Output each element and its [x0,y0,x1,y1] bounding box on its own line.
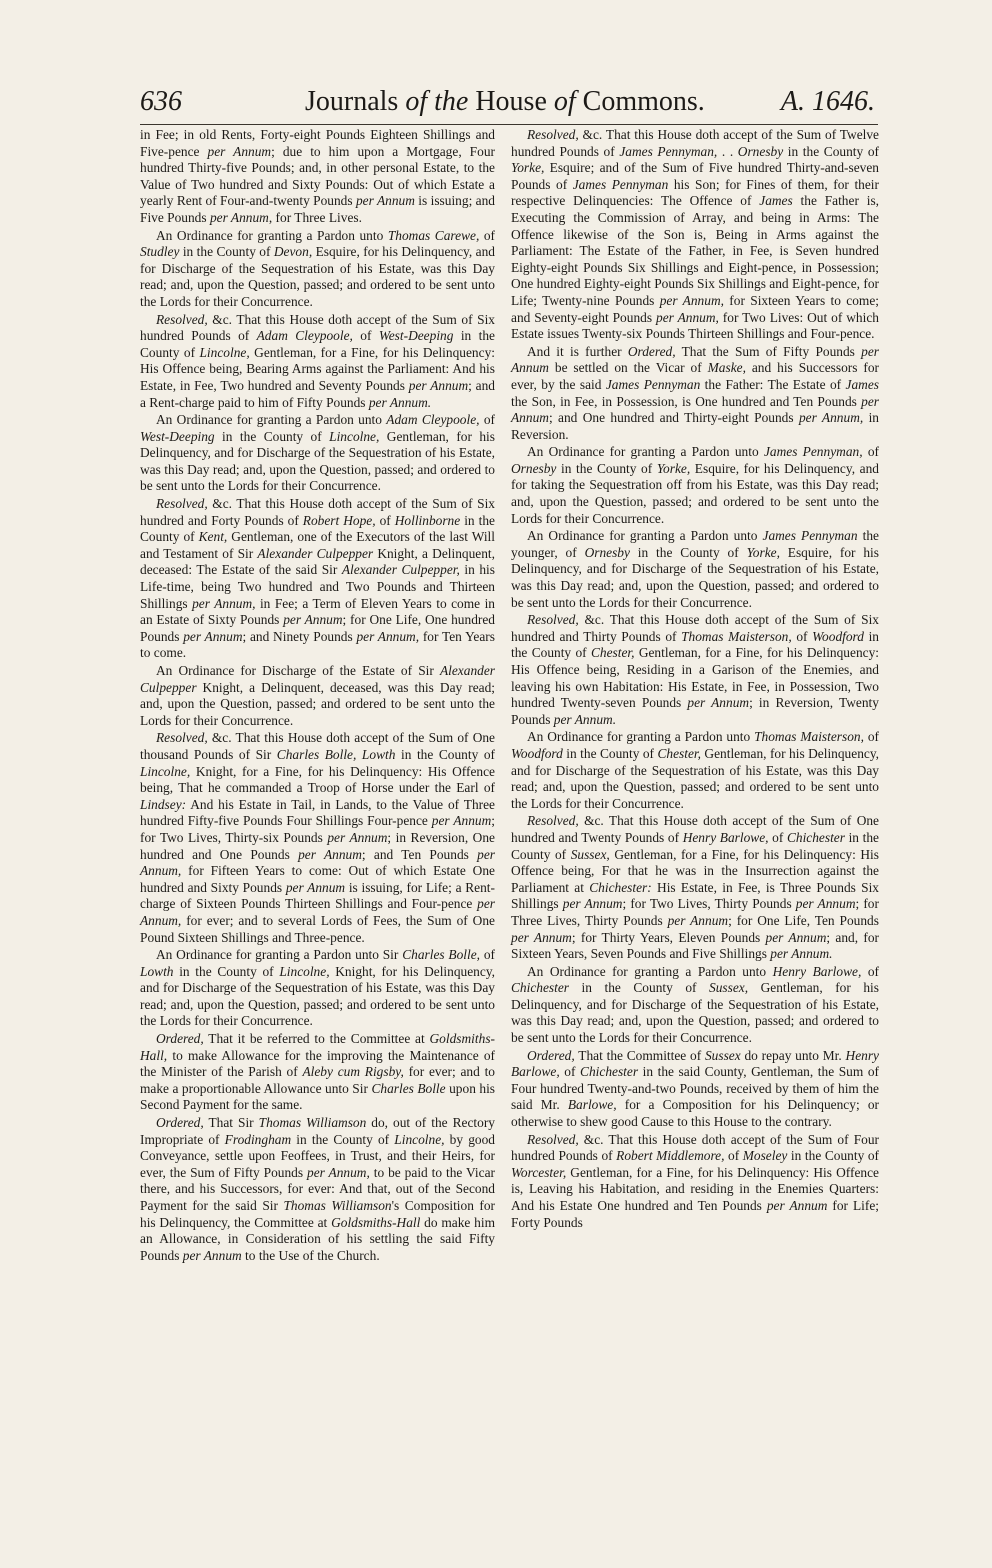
year-label: A. 1646. [780,86,875,117]
text-run: An Ordinance for granting a Pardon unto [156,412,387,428]
italic-run: West-Deeping [378,328,454,344]
text-run: and his Successors for ever, by the said [511,360,879,392]
text-run: Gentleman, for his Delinquency, and for Discharge of the Sequestration of his Estate, was this Day read; and, upon the Question, passed; and ordered to be sent unto the Lords for their Concurrence. [140,428,495,494]
text-run: ; for Thirty Years, Eleven Pounds [571,929,766,945]
paragraph [140,1031,495,1114]
italic-run: per Annum [765,929,827,945]
text-run: ; and Ninety Pounds [242,628,357,644]
italic-run: per Annum, [307,1164,370,1180]
text-run: ; and, for Sixteen Years, Seven Pounds and Five Shillings [511,929,879,962]
paragraph [511,813,879,962]
text-run: That the Committee of [574,1047,705,1063]
text-run: his Son; for Fines of them, for their respective Delinquencies: The Offence of [511,176,879,209]
italic-run: per Annum [283,612,343,628]
text-run: of [479,412,495,428]
italic-run: Henry Barlowe, [772,963,862,979]
text-run: of [791,628,813,644]
italic-run: Ornesby [737,143,784,159]
text-run: An Ordinance for granting a Pardon unto [527,444,764,460]
text-run: in the County of [291,1131,395,1147]
text-run: do, out of the Rectory Impropriate of [140,1115,495,1147]
italic-run: per Annum [511,929,572,945]
text-run: in the County of [629,544,747,560]
text-run: in Reversion. [511,410,879,442]
italic-run: Kent, [198,529,228,545]
text-run: in the County of [140,328,495,360]
text-run: in the County of [556,460,657,476]
italic-run: Resolved, [156,496,208,512]
text-run: Gentleman, for his Delinquency, and for Discharge of the Sequestration of his Estate, was this Day read; and, upon the Question, passed; and ordered to be sent unto the Lords for their Concurrence. [511,980,879,1046]
text-run: An Ordinance for granting a Pardon unto Sir [156,947,403,963]
italic-run: per Annum. [553,711,617,727]
italic-run: Goldsmiths-Hall [331,1214,421,1230]
text-run: for Ten Years to come. [140,628,495,661]
text-run: ; in Reversion, One hundred and One Pounds [140,829,495,862]
italic-run: Ordered, [156,1115,204,1131]
italic-run: per Annum. [770,946,833,962]
text-run: &c. That this House doth accept of the Sum of One thousand Pounds of Sir [140,730,495,762]
text-run: to the Use of the Church. [241,1247,380,1263]
paragraph [511,729,879,812]
italic-run: per Annum [209,209,269,225]
italic-run: Adam Cleypoole, [256,328,353,344]
text-run: An Ordinance for granting a Pardon unto [527,963,773,979]
italic-run: Woodford [812,628,864,644]
text-run: for Two Lives: Out of which Estate issues Twenty-six Pounds Thirteen Shillings and Four-pence. [511,309,879,342]
italic-run: Thomas Williamson [258,1115,367,1131]
text-run: Knight, a Delinquent, deceased: The Estate of the said Sir [140,545,495,578]
text-run: in the County of [787,1148,879,1164]
text-run: for ever; and to make a proportionable Allowance unto Sir [140,1064,495,1096]
paragraph [140,312,495,412]
page-header [140,86,875,126]
text-run: of [559,1064,581,1080]
italic-run: Yorke, [511,160,545,176]
italic-run: Resolved, [527,1131,579,1147]
italic-run: Charles Bolle [371,1080,446,1096]
text-run: Knight, for a Fine, for his Delinquency: His Offence being, That he commanded a Troop of Horse under the Earl of [140,763,495,796]
paragraph [511,1132,879,1232]
italic-run: per Annum [511,343,879,376]
italic-run: Sussex [704,1047,741,1063]
italic-run: Resolved, [527,612,579,628]
text-run: of [724,1148,743,1164]
paragraph [511,964,879,1047]
italic-run: James Pennyman [605,376,701,392]
paragraph [140,1115,495,1264]
italic-run: Charles Bolle, [276,746,357,762]
italic-run: Chester, [590,645,635,661]
italic-run: Lincolne, [199,344,250,360]
italic-run: Ordered, [627,343,676,359]
italic-run: per Annum, [192,595,256,611]
text-run: the Son, in Fee, in Possession, is One hundred and Ten Pounds [511,393,862,409]
text-run: And his Estate in Tail, in Lands, to the Value of Three hundred Fifty-five Pounds Four Shillings Four-pence [140,796,495,829]
italic-run: Henry Barlowe, [511,1047,879,1080]
right-column [511,127,879,1231]
text-run: the Father is, Executing the Commission of Array, and being in Arms: The Offence likewise of the Son is, Being in Arms against the Parliament: The Estate of the Father, in Fee, is Seven hundred Eighty-eight Pounds Six Shillings and Eight-pence, in Possession; One hundred Eighty-eight Pounds Six Shillings and Eight-pence, for Life; Twenty-nine Pounds [511,193,879,308]
italic-run: Adam Cleypoole, [386,412,480,428]
text-run: Knight, for his Delinquency, and for Discharge of the Sequestration of his Estate, was this Day read; and, upon the Question, passed; and ordered to be sent unto the Lords for their Concurrence. [140,963,495,1029]
paragraph [140,730,495,946]
italic-run: Resolved, [156,730,208,746]
italic-run: per Annum [327,829,388,845]
text-run: in the County of [179,244,274,260]
text-run: ; for One Life, Ten Pounds [728,912,879,928]
text-run: do make him an Allowance, in Consideration of his settling the said Fifty Pounds [140,1214,495,1263]
text-run: in the County of [569,980,710,996]
italic-run: Lincolne, [279,963,330,979]
text-run: ; and a Rent-charge paid to him of Fifty Pounds [140,377,496,410]
text-run: in Fee; a Term of Eleven Years to come in an Estate of Sixty Pounds [140,595,495,628]
page-number: 636 [140,86,182,117]
text-run: to be paid to the Vicar there, and his Successors, for ever: And that, out of the Second Payment for the said Sir [140,1164,495,1213]
italic-run: Ordered, [156,1031,204,1047]
text-run: An Ordinance for granting a Pardon unto [156,227,388,243]
italic-run: Worcester, [511,1164,567,1180]
italic-run: Resolved, [527,813,579,829]
italic-run: Chichester [786,829,845,845]
text-run: in his Life-time, being Two hundred and Two Pounds and Thirteen Shillings [140,562,495,611]
paragraph [511,127,879,343]
italic-run: James Pennyman [762,528,858,544]
italic-run: Thomas Maisterson, [681,628,792,644]
text-run: of [768,829,787,845]
text-run: That the Sum of Fifty Pounds [675,343,862,359]
text-run: His Estate, in Fee, is Three Pounds Six Shillings [511,879,879,912]
text-run: in the County of [562,745,658,761]
text-run: &c. That this House doth accept of the Sum of Six hundred and Thirty Pounds of [511,612,879,644]
text-run: Gentleman, for his Delinquency, and for Discharge of the Sequestration of his Estate, was this Day read; and, upon the Question, passed; and ordered to be sent unto the Lords for their Concurrence. [511,745,880,811]
text-run: Gentleman, for a Fine, for his Delinquency: His Offence being, Bearing Arms against the Parliament: And his Estate, in Fee, Two hundred and Seventy Pounds [140,344,495,393]
italic-run: Robert Hope, [302,512,376,528]
text-run: 's Composition for his Delinquency, the Committee at [140,1198,495,1230]
italic-run: Maske, [707,360,746,376]
italic-run: Thomas Maisterson, [754,729,864,745]
text-run: . . [717,143,738,159]
title-word-journals: Journals [305,86,399,117]
italic-run: Lincolne, [394,1131,445,1147]
text-run: for ever; and to several Lords of Fees, the Sum of One Pound Sixteen Shillings and Three-pence. [140,912,495,945]
italic-run: per Annum [355,193,415,209]
italic-run: Robert Middlemore, [616,1148,725,1164]
text-run: for Sixteen Years to come; and Seventy-eight Pounds [511,292,879,325]
header-rule [140,124,878,125]
italic-run: Lincolne, [140,763,191,779]
paragraph [511,1048,879,1131]
italic-run: Alexander Culpepper [257,545,374,561]
text-run: is issuing, for Life; a Rent-charge of Sixteen Pounds Thirteen Shillings and Four-pence [140,879,495,912]
italic-run: Resolved, [156,311,208,327]
italic-run: per Annum [298,846,362,862]
paragraph [511,444,879,527]
text-run: upon his Second Payment for the same. [140,1080,496,1113]
italic-run: Hollinborne [394,512,461,528]
italic-run: Woodford [511,745,563,761]
italic-run: per Annum [687,695,750,711]
text-run: in the County of [783,143,879,159]
italic-run: Alexander Culpepper [140,663,495,695]
text-run: in the County of [173,963,280,979]
italic-run: per Annum [183,628,243,644]
text-run: An Ordinance for granting a Pardon unto [527,729,755,745]
title-word-commons: Commons. [582,86,705,117]
italic-run: Lindsey: [140,796,187,812]
italic-run: per Annum [795,896,856,912]
italic-run: Alexander Culpepper, [341,562,460,578]
italic-run: James [845,376,879,392]
text-run: do repay unto Mr. [740,1047,846,1063]
text-run: in the County of [511,628,879,661]
italic-run: Chichester: [589,879,652,895]
left-column [140,127,495,1264]
text-run: ; and One hundred and Thirty-eight Pounds [548,410,799,426]
paragraph [140,228,495,311]
text-run: be settled on the Vicar of [548,360,708,376]
text-run: ; in Reversion, Twenty Pounds [511,695,879,727]
italic-run: Frodingham [224,1131,292,1147]
text-run: Esquire, for his Delinquency, and for Discharge of the Sequestration of his Estate, was this Day read; and, upon the Question, passed; and ordered to be sent unto the Lords for their Concurrence. [140,244,495,309]
text-run: An Ordinance for Discharge of the Estate of Sir [156,663,440,678]
text-run: Esquire; and of the Sum of Five hundred Thirty-and-seven Pounds of [511,160,879,192]
italic-run: per Annum [408,377,469,393]
text-run: for Fifteen Years to come: Out of which Estate One hundred and Sixty Pounds [140,863,495,895]
text-run: in Fee; in old Rents, Forty-eight Pounds Eighteen Shillings and Five-pence [140,127,495,159]
text-run: the Father: The Estate of [700,376,846,392]
text-run: in the County of [214,428,330,444]
text-run: Gentleman, for a Fine, for his Delinquency: His Offence being, Residing in a Garison of the Enemies, and leaving his own Habitation: His Estate, in Fee, in Possession, Two hundred Twenty-seven Pounds [511,645,879,711]
italic-run: per Annum, [140,896,495,928]
italic-run: Sussex, [709,980,749,996]
text-run: to make Allowance for the improving the Maintenance of the Minister of the Parish of [140,1047,495,1080]
italic-run: James Pennyman, [763,444,863,460]
paragraph [140,947,495,1030]
italic-run: Barlowe, [567,1097,617,1113]
running-title [305,86,705,118]
italic-run: per Annum [207,143,272,159]
italic-run: James Pennyman [572,176,669,192]
italic-run: per Annum [431,813,492,829]
paragraph [140,663,495,729]
text-run: ; for Three Lives, Thirty Pounds [511,896,879,928]
italic-run: per Annum [285,879,346,895]
text-run: Esquire, for his Delinquency, and for taking the Sequestration off from his Estate, was this Day read; and, upon the Question, passed; and ordered to be sent unto the Lords for their Concurrence. [511,460,879,526]
italic-run: Thomas Carewe, [387,227,480,243]
text-run: Gentleman, one of the Executors of the last Will and Testament of Sir [140,529,495,561]
text-run: in the County of [511,829,879,862]
paragraph [511,344,879,444]
text-run: That it be referred to the Committee at [203,1031,430,1047]
paragraph [511,528,879,611]
italic-run: Devon, [273,244,313,260]
text-run: of [863,729,879,745]
text-run: ; for Two Lives, Thirty-six Pounds [140,813,495,845]
italic-run: Studley [140,244,180,260]
text-run: &c. That this House doth accept of the Sum of One hundred and Twenty Pounds of [511,813,879,845]
paragraph [140,496,495,662]
italic-run: James Pennyman, [619,143,718,159]
italic-run: Yorke, [746,544,780,560]
text-run: of [861,963,879,979]
italic-run: per Annum, [140,846,495,879]
italic-run: per Annum. [368,394,432,410]
italic-run: per Annum, [356,628,420,644]
text-run: in the County of [395,746,495,762]
text-run: by good Conveyance, settle upon Feoffees, in Trust, and their Heirs, for ever, the Sum of Fifty Pounds [140,1131,495,1180]
italic-run: Thomas Williamson [283,1198,392,1213]
title-word-house: House [475,86,547,117]
text-run: An Ordinance for granting a Pardon unto [527,528,763,544]
italic-run: Chichester [580,1064,639,1080]
italic-run: Ornesby [511,460,557,476]
text-run: ; and Ten Pounds [361,846,478,862]
text-run: Gentleman, for a Fine, for his Delinquency: His Offence being, For that he was in the Insurrection against the Parliament at [511,846,879,895]
italic-run: per Annum [182,1247,242,1263]
italic-run: Ordered, [527,1047,575,1063]
italic-run: West-Deeping [140,428,215,444]
italic-run: Goldsmiths-Hall, [140,1031,495,1063]
text-run: ; for One Life, One hundred Pounds [140,612,495,644]
text-run: ; due to him upon a Mortgage, Four hundred Thirty-five Pounds; and, in other personal Estate, to the Value of Two hundred and Sixty Pounds: Out of which Estate a yearly Rent of Four-and-twenty Pounds [140,143,495,209]
italic-run: Aleby cum Rigsby, [302,1064,404,1080]
paragraph [511,612,879,728]
text-run: That Sir [203,1115,259,1131]
text-run: of [352,328,379,344]
text-run: &c. That this House doth accept of the Sum of Twelve hundred Pounds of [511,127,879,159]
text-run: &c. That this House doth accept of the Sum of Four hundred Pounds of [511,1131,879,1164]
italic-run: Henry Barlowe, [682,829,769,845]
text-run: , for Three Lives. [268,209,362,225]
text-run: of [862,444,879,460]
text-run: of [480,947,495,963]
italic-run: per Annum, [656,309,719,325]
text-run: And it is further [527,343,628,359]
title-word-of: of [553,86,576,117]
italic-run: Sussex, [570,846,610,862]
text-run: in the said County, Gentleman, the Sum of Four hundred Twenty-and-two Pounds, received by them of him the said Mr. [511,1064,879,1113]
text-run: Gentleman, for a Fine, for his Delinquency: His Offence is, Leaving his Habitation, and residing in the Enemies Quarters: And his Estate One hundred and Ten Pounds [511,1164,879,1213]
text-run: &c. That this House doth accept of the Sum of Six hundred Pounds of [140,311,495,344]
italic-run: Moseley [742,1148,788,1164]
text-run: is issuing; and Five Pounds [140,193,495,225]
italic-run: per Annum, [798,410,864,426]
text-run: the younger, of [511,528,879,560]
italic-run: per Annum [667,912,729,928]
italic-run: per Annum [562,896,623,912]
italic-run: Chester, [657,745,701,761]
text-run: Knight, a Delinquent, deceased, was this Day read; and, upon the Question, passed; and ordered to be sent unto the Lords for their Concurrence. [140,679,495,728]
italic-run: Yorke, [656,460,691,476]
italic-run: Ornesby [584,544,630,560]
text-run: of [479,227,495,243]
italic-run: James [759,193,793,209]
text-run: of [375,512,395,528]
text-run: for Life; Forty Pounds [511,1198,879,1230]
italic-run: Chichester [511,980,570,996]
text-run: for a Composition for his Delinquency; or otherwise to shew good Cause to this House to the contrary. [511,1097,879,1130]
paragraph [140,127,495,227]
italic-run: Resolved, [527,127,579,142]
italic-run: Lowth [361,746,396,762]
italic-run: Lowth [140,963,174,979]
italic-run: Lincolne, [329,428,380,444]
italic-run: per Annum [511,393,879,426]
text-run: ; for Two Lives, Thirty Pounds [622,896,796,912]
italic-run: per Annum, [659,292,724,308]
text-run: &c. That this House doth accept of the Sum of Six hundred and Forty Pounds of [140,496,495,528]
text-run: in the County of [140,512,495,545]
italic-run: Charles Bolle, [402,947,481,963]
title-word-of-the: of the [405,86,469,117]
italic-run: per Annum [766,1198,828,1213]
paragraph [140,412,495,495]
text-run: Esquire, for his Delinquency, and for Discharge of the Sequestration of his Estate, was this Day read; and, upon the Question, passed; and ordered to be sent unto the Lords for their Concurrence. [511,544,879,610]
